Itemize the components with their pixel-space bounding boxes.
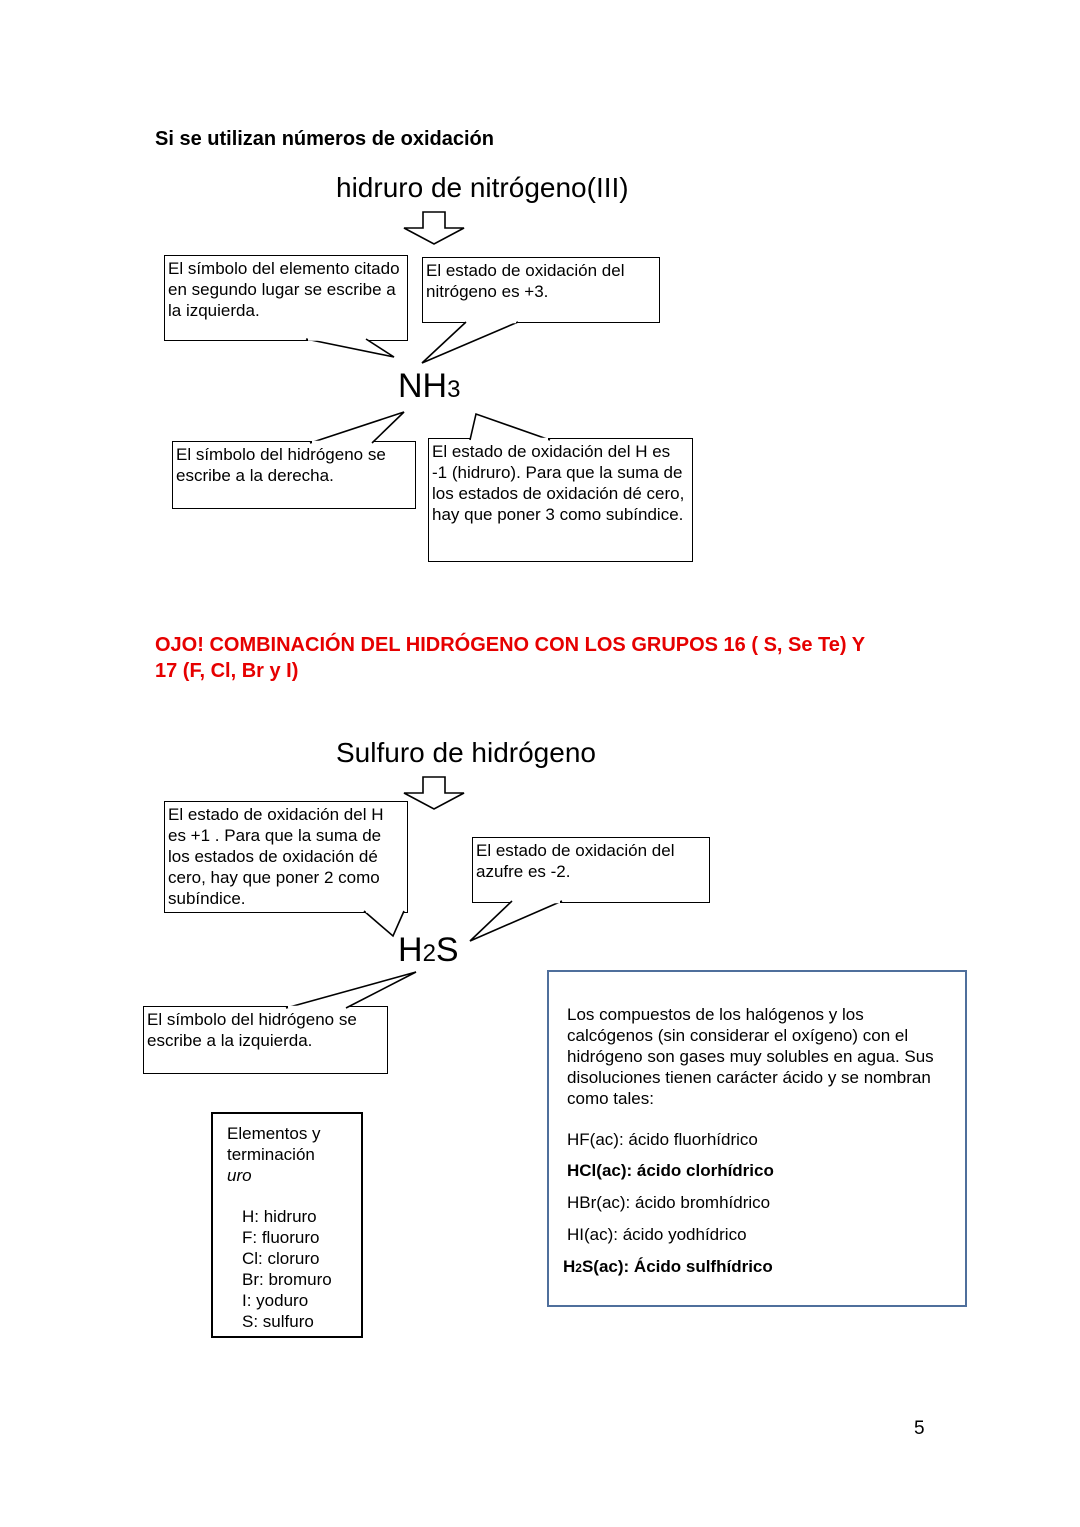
callout-pointer (470, 901, 562, 941)
callout-hydrogen-left: El símbolo del hidrógeno se escribe a la izquierda. (143, 1006, 388, 1074)
callout-pointer (422, 322, 518, 363)
formula-nh3: NH3 (398, 367, 461, 405)
warning-heading: OJO! COMBINACIÓN DEL HIDRÓGENO CON LOS GRUPOS 16 ( S, Se Te) Y 17 (F, Cl, Br y I) (155, 634, 866, 682)
acid-item: H2S(ac): Ácido sulfhídrico (563, 1257, 773, 1276)
list-item: S: sulfuro (242, 1312, 314, 1331)
list-item: H: hidruro (242, 1207, 317, 1226)
list-item: Cl: cloruro (242, 1249, 320, 1268)
list-item: Br: bromuro (242, 1270, 332, 1289)
down-arrow-icon (404, 777, 464, 809)
acid-item: HI(ac): ácido yodhídrico (567, 1225, 747, 1244)
acid-item: HF(ac): ácido fluorhídrico (567, 1130, 758, 1149)
callout-element-left: El símbolo del elemento citado en segundo lugar se escribe a la izquierda. (164, 255, 408, 341)
callout-hydrogen-right: El símbolo del hidrógeno se escribe a la derecha. (172, 441, 416, 509)
formula-h2s: H2S (398, 931, 459, 969)
callout-pointer (364, 911, 404, 936)
info-text: Los compuestos de los halógenos y los calcógenos (sin considerar el oxígeno) con el hidrógeno son gases muy solubles en agua. Sus disoluciones tienen carácter ácido y se nombran como tales: (567, 1005, 934, 1108)
page-number: 5 (914, 1418, 925, 1439)
compound-name-h2s: Sulfuro de hidrógeno (336, 737, 596, 768)
acid-item: HCl(ac): ácido clorhídrico (567, 1161, 774, 1180)
section-heading: Si se utilizan números de oxidación (155, 128, 494, 150)
endings-box: Elementos y terminación uro H: hidruro F: fluoruro Cl: cloruro Br: bromuro I: yoduro S: sulfuro (211, 1112, 363, 1338)
callout-pointer (310, 412, 404, 443)
list-item: I: yoduro (242, 1291, 309, 1310)
compound-name-nh3: hidruro de nitrógeno(III) (336, 172, 629, 203)
list-item: F: fluoruro (242, 1228, 320, 1247)
callout-pointer (470, 414, 550, 440)
callout-hydride-state: El estado de oxidación del H es -1 (hidruro). Para que la suma de los estados de oxidación dé cero, hay que poner 3 como subíndice. (428, 438, 693, 562)
callout-hydrogen-state: El estado de oxidación del H es +1 . Para que la suma de los estados de oxidación dé cero, hay que poner 2 como subíndice. (164, 801, 408, 913)
callout-sulfur-state: El estado de oxidación del azufre es -2. (472, 837, 710, 903)
acid-item: HBr(ac): ácido bromhídrico (567, 1193, 771, 1212)
callout-nitrogen-state: El estado de oxidación del nitrógeno es +3. (422, 257, 660, 323)
callout-pointer (306, 339, 394, 357)
callout-pointer (286, 972, 416, 1008)
down-arrow-icon (404, 212, 464, 244)
